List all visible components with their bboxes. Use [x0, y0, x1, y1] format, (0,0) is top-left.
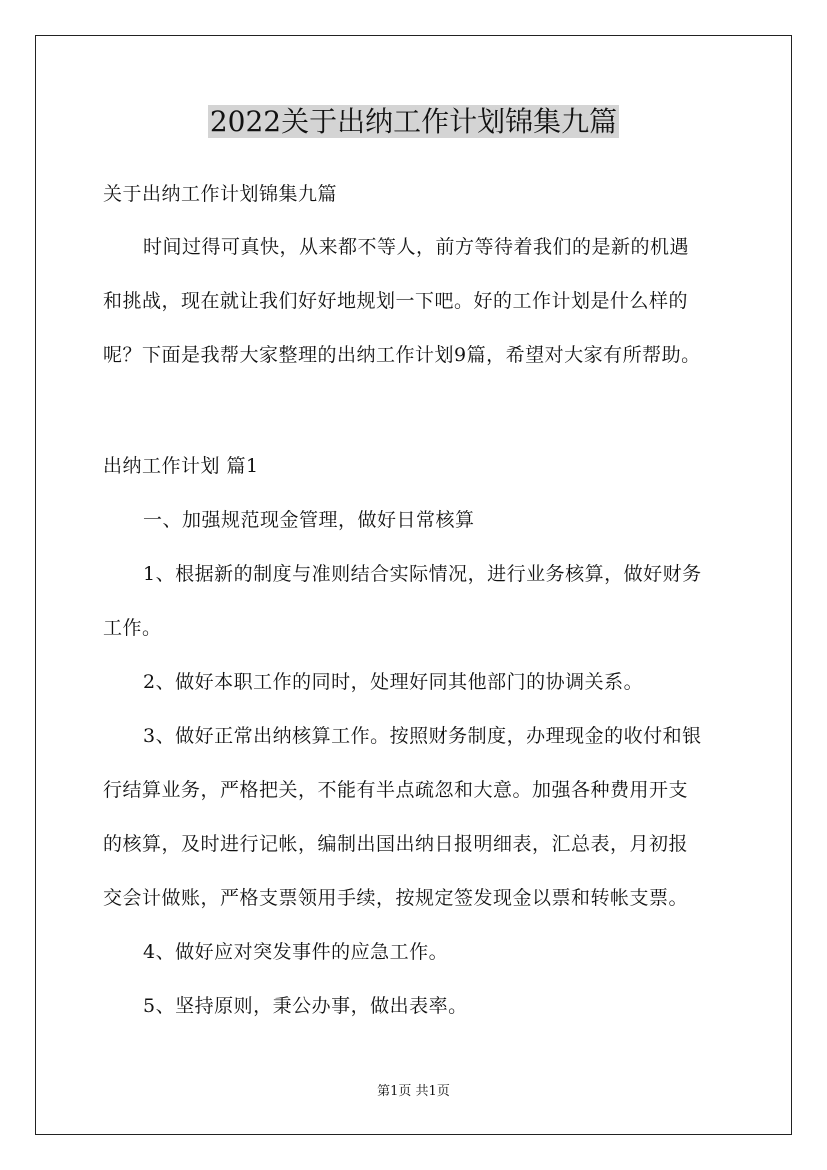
item-1-line-1: 1、根据新的制度与准则结合实际情况，进行业务核算，做好财务 [143, 563, 702, 585]
document-title-text: 2022关于出纳工作计划锦集九篇 [209, 105, 618, 138]
item-3-line-3: 的核算，及时进行记帐，编制出国出纳日报明细表，汇总表，月初报 [103, 833, 689, 855]
page-footer: 第1页 共1页 [377, 1084, 450, 1099]
item-2: 2、做好本职工作的同时，处理好同其他部门的协调关系。 [143, 671, 644, 693]
item-3-line-1: 3、做好正常出纳核算工作。按照财务制度，办理现金的收付和银 [143, 725, 702, 747]
item-3-line-2: 行结算业务，严格把关，不能有半点疏忽和大意。加强各种费用开支 [103, 779, 689, 801]
item-4: 4、做好应对突发事件的应急工作。 [143, 941, 449, 963]
intro-line-1: 时间过得可真快，从来都不等人，前方等待着我们的是新的机遇 [143, 236, 690, 258]
item-3-line-4: 交会计做账，严格支票领用手续，按规定签发现金以票和转帐支票。 [103, 887, 689, 909]
item-5: 5、坚持原则，秉公办事，做出表率。 [143, 995, 468, 1017]
document-subtitle: 关于出纳工作计划锦集九篇 [103, 183, 338, 205]
section-heading: 出纳工作计划 篇1 [103, 455, 259, 477]
document-title [0, 102, 827, 142]
item-1-line-2: 工作。 [103, 617, 162, 639]
heading-cash-management: 一、加强规范现金管理，做好日常核算 [143, 509, 475, 531]
intro-line-3: 呢？下面是我帮大家整理的出纳工作计划9篇，希望对大家有所帮助。 [103, 344, 701, 366]
intro-line-2: 和挑战，现在就让我们好好地规划一下吧。好的工作计划是什么样的 [103, 290, 689, 312]
